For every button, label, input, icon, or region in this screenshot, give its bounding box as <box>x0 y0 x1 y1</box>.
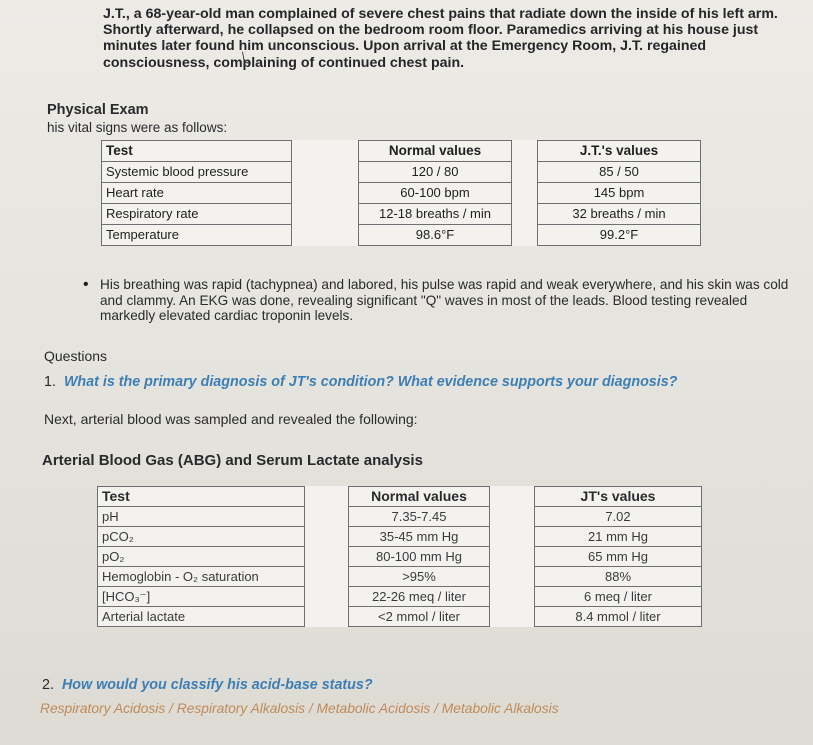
table-row <box>98 567 702 587</box>
header-test: Test <box>102 141 292 162</box>
case-intro: J.T., a 68-year-old man complained of severe chest pains that radiate down the inside of his left arm. Shortly afterward, he collapsed on the bedroom room floor. Paramedics arriving at his house just minutes later found him unconscious. Upon arrival at the Emergency Room, J.T. regained consciousness, complaining of continued chest pain. <box>103 6 778 71</box>
table-cell: 65 mm Hg <box>535 547 702 567</box>
question-1 <box>44 374 677 390</box>
header-jt-values: JT's values <box>535 487 702 507</box>
header-normal-values: Normal values <box>359 141 512 162</box>
header-test: Test <box>98 487 305 507</box>
table-cell: 7.35-7.45 <box>349 507 490 527</box>
table-cell: 88% <box>535 567 702 587</box>
table-cell: 6 meq / liter <box>535 587 702 607</box>
table-cell: Respiratory rate <box>102 204 292 225</box>
table-cell: 21 mm Hg <box>535 527 702 547</box>
table-cell: 8.4 mmol / liter <box>535 607 702 627</box>
table-header-row <box>98 487 702 507</box>
table-row <box>98 507 702 527</box>
question-2-number: 2. <box>42 677 54 693</box>
table-cell: 35-45 mm Hg <box>349 527 490 547</box>
table-cell: Arterial lactate <box>98 607 305 627</box>
acid-base-options: Respiratory Acidosis / Respiratory Alkalosis / Metabolic Acidosis / Metabolic Alkalosis <box>40 701 559 716</box>
table-row <box>102 162 701 183</box>
table-row <box>98 547 702 567</box>
table-cell: pH <box>98 507 305 527</box>
table-header-row <box>102 141 701 162</box>
table-cell: <2 mmol / liter <box>349 607 490 627</box>
question-2 <box>42 677 373 693</box>
physical-exam-subtitle: his vital signs were as follows: <box>47 120 228 135</box>
table-cell: 7.02 <box>535 507 702 527</box>
table-cell: Heart rate <box>102 183 292 204</box>
table-cell: 85 / 50 <box>538 162 701 183</box>
question-2-text: How would you classify his acid-base status? <box>61 677 373 693</box>
table-cell: 145 bpm <box>538 183 701 204</box>
table-cell: 120 / 80 <box>359 162 512 183</box>
vital-signs-table <box>101 140 701 246</box>
table-row <box>102 183 701 204</box>
header-normal-values: Normal values <box>349 487 490 507</box>
question-1-number: 1. <box>44 374 56 390</box>
table-row <box>98 587 702 607</box>
table-cell: Temperature <box>102 225 292 246</box>
table-row <box>102 225 701 246</box>
table-cell: [HCO₃⁻] <box>98 587 305 607</box>
abg-table <box>97 486 702 627</box>
table-cell: 98.6°F <box>359 225 512 246</box>
questions-heading: Questions <box>44 348 108 364</box>
table-cell: Systemic blood pressure <box>102 162 292 183</box>
table-cell: pO₂ <box>98 547 305 567</box>
table-cell: 80-100 mm Hg <box>349 547 490 567</box>
table-cell: >95% <box>349 567 490 587</box>
bullet-dot-icon: • <box>83 276 89 293</box>
table-row <box>98 607 702 627</box>
question-1-text: What is the primary diagnosis of JT's condition? What evidence supports your diagnosis? <box>63 374 678 390</box>
table-row <box>98 527 702 547</box>
physical-exam-title: Physical Exam <box>47 102 149 118</box>
table-cell: 60-100 bpm <box>359 183 512 204</box>
table-row <box>102 204 701 225</box>
table-cell: pCO₂ <box>98 527 305 547</box>
table-cell: 32 breaths / min <box>538 204 701 225</box>
findings-text: His breathing was rapid (tachypnea) and labored, his pulse was rapid and weak everywhere, and his skin was cold and clammy. An EKG was done, revealing significant "Q" waves in most of the leads. Blood testing revealed markedly elevated cardiac troponin levels. <box>100 277 789 323</box>
table-cell: Hemoglobin - O₂ saturation <box>98 567 305 587</box>
header-jt-values: J.T.'s values <box>538 141 701 162</box>
table-cell: 12-18 breaths / min <box>359 204 512 225</box>
table-cell: 99.2°F <box>538 225 701 246</box>
abg-title: Arterial Blood Gas (ABG) and Serum Lactate analysis <box>42 452 423 469</box>
findings-bullet <box>83 277 803 324</box>
table-cell: 22-26 meq / liter <box>349 587 490 607</box>
next-sample-text: Next, arterial blood was sampled and revealed the following: <box>44 411 418 427</box>
